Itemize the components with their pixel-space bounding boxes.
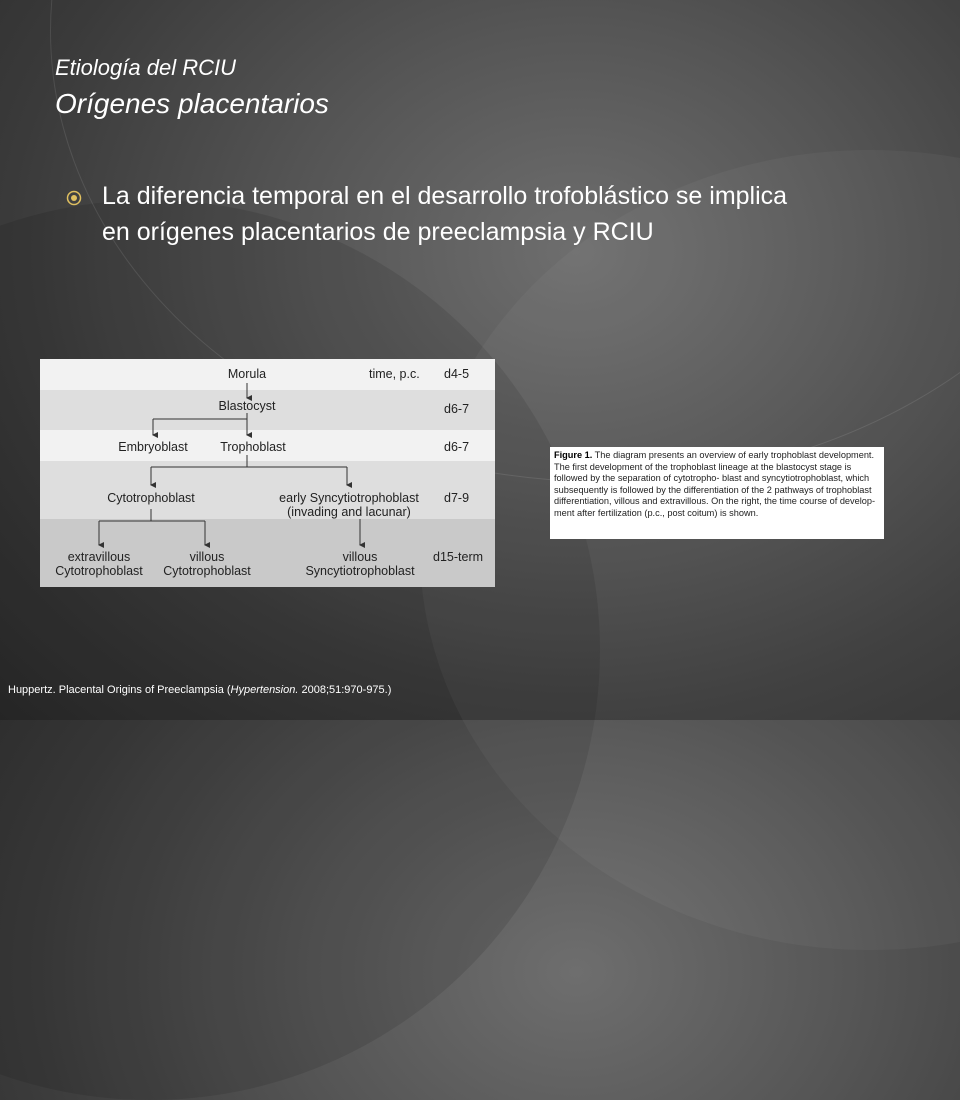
- time-label-5: d15-term: [433, 550, 484, 564]
- node-embryoblast: Embryoblast: [118, 440, 188, 454]
- caption-text: The diagram presents an overview of early trophoblast development. The first development of the trophoblast lineage at the blastocyst stage is followed by the separation of cytotropho- blast and syncytiotrophoblast, which subsequently is followed by the differentiation of the 2 pathways of trophoblast differentiation, villous and extravillous. On the right, the time course of develop- ment after fertilization (p.c., post coitum) is shown.: [554, 450, 876, 518]
- node-villous-syncytio-sub: Syncytiotrophoblast: [305, 564, 415, 578]
- node-extravillous: extravillous: [67, 550, 131, 564]
- diagram-svg: [40, 359, 495, 587]
- trophoblast-diagram: [40, 359, 495, 587]
- bullet-item: [66, 178, 806, 250]
- node-early-syncytiotrophoblast: early Syncytiotrophoblast: [279, 491, 419, 505]
- time-label-3: d6-7: [444, 440, 470, 454]
- background-shade: [0, 200, 600, 1100]
- node-cytotrophoblast: Cytotrophoblast: [107, 491, 195, 505]
- node-extravillous-sub: Cytotrophoblast: [55, 564, 143, 578]
- node-morula: Morula: [227, 367, 267, 381]
- slide-title: [55, 52, 329, 124]
- title-line-1: Etiología del RCIU: [55, 55, 236, 80]
- citation-journal: Hypertension.: [230, 684, 299, 696]
- time-label-4: d7-9: [444, 491, 470, 505]
- title-line-2: Orígenes placentarios: [55, 88, 329, 119]
- citation-suffix: 2008;51:970-975.): [298, 684, 392, 696]
- node-villous-syncytio: villous: [342, 550, 378, 564]
- citation-prefix: Huppertz. Placental Origins of Preeclampsia (: [8, 684, 231, 696]
- time-label-1: d4-5: [444, 367, 470, 381]
- time-header: time, p.c.: [369, 367, 420, 381]
- node-villous-cyto: villous: [189, 550, 225, 564]
- background-highlight: [420, 150, 960, 950]
- node-blastocyst: Blastocyst: [218, 399, 276, 413]
- circle-bullet-icon: [66, 178, 102, 250]
- figure-caption: [550, 447, 884, 539]
- bullet-text: La diferencia temporal en el desarrollo trofoblástico se implica en orígenes placentarios de preeclampsia y RCIU: [102, 182, 788, 246]
- caption-label: Figure 1.: [554, 450, 593, 460]
- time-label-2: d6-7: [444, 402, 470, 416]
- node-early-syncytiotrophoblast-sub: (invading and lacunar): [287, 505, 411, 519]
- node-trophoblast: Trophoblast: [220, 440, 286, 454]
- node-villous-cyto-sub: Cytotrophoblast: [163, 564, 251, 578]
- citation: [8, 684, 391, 696]
